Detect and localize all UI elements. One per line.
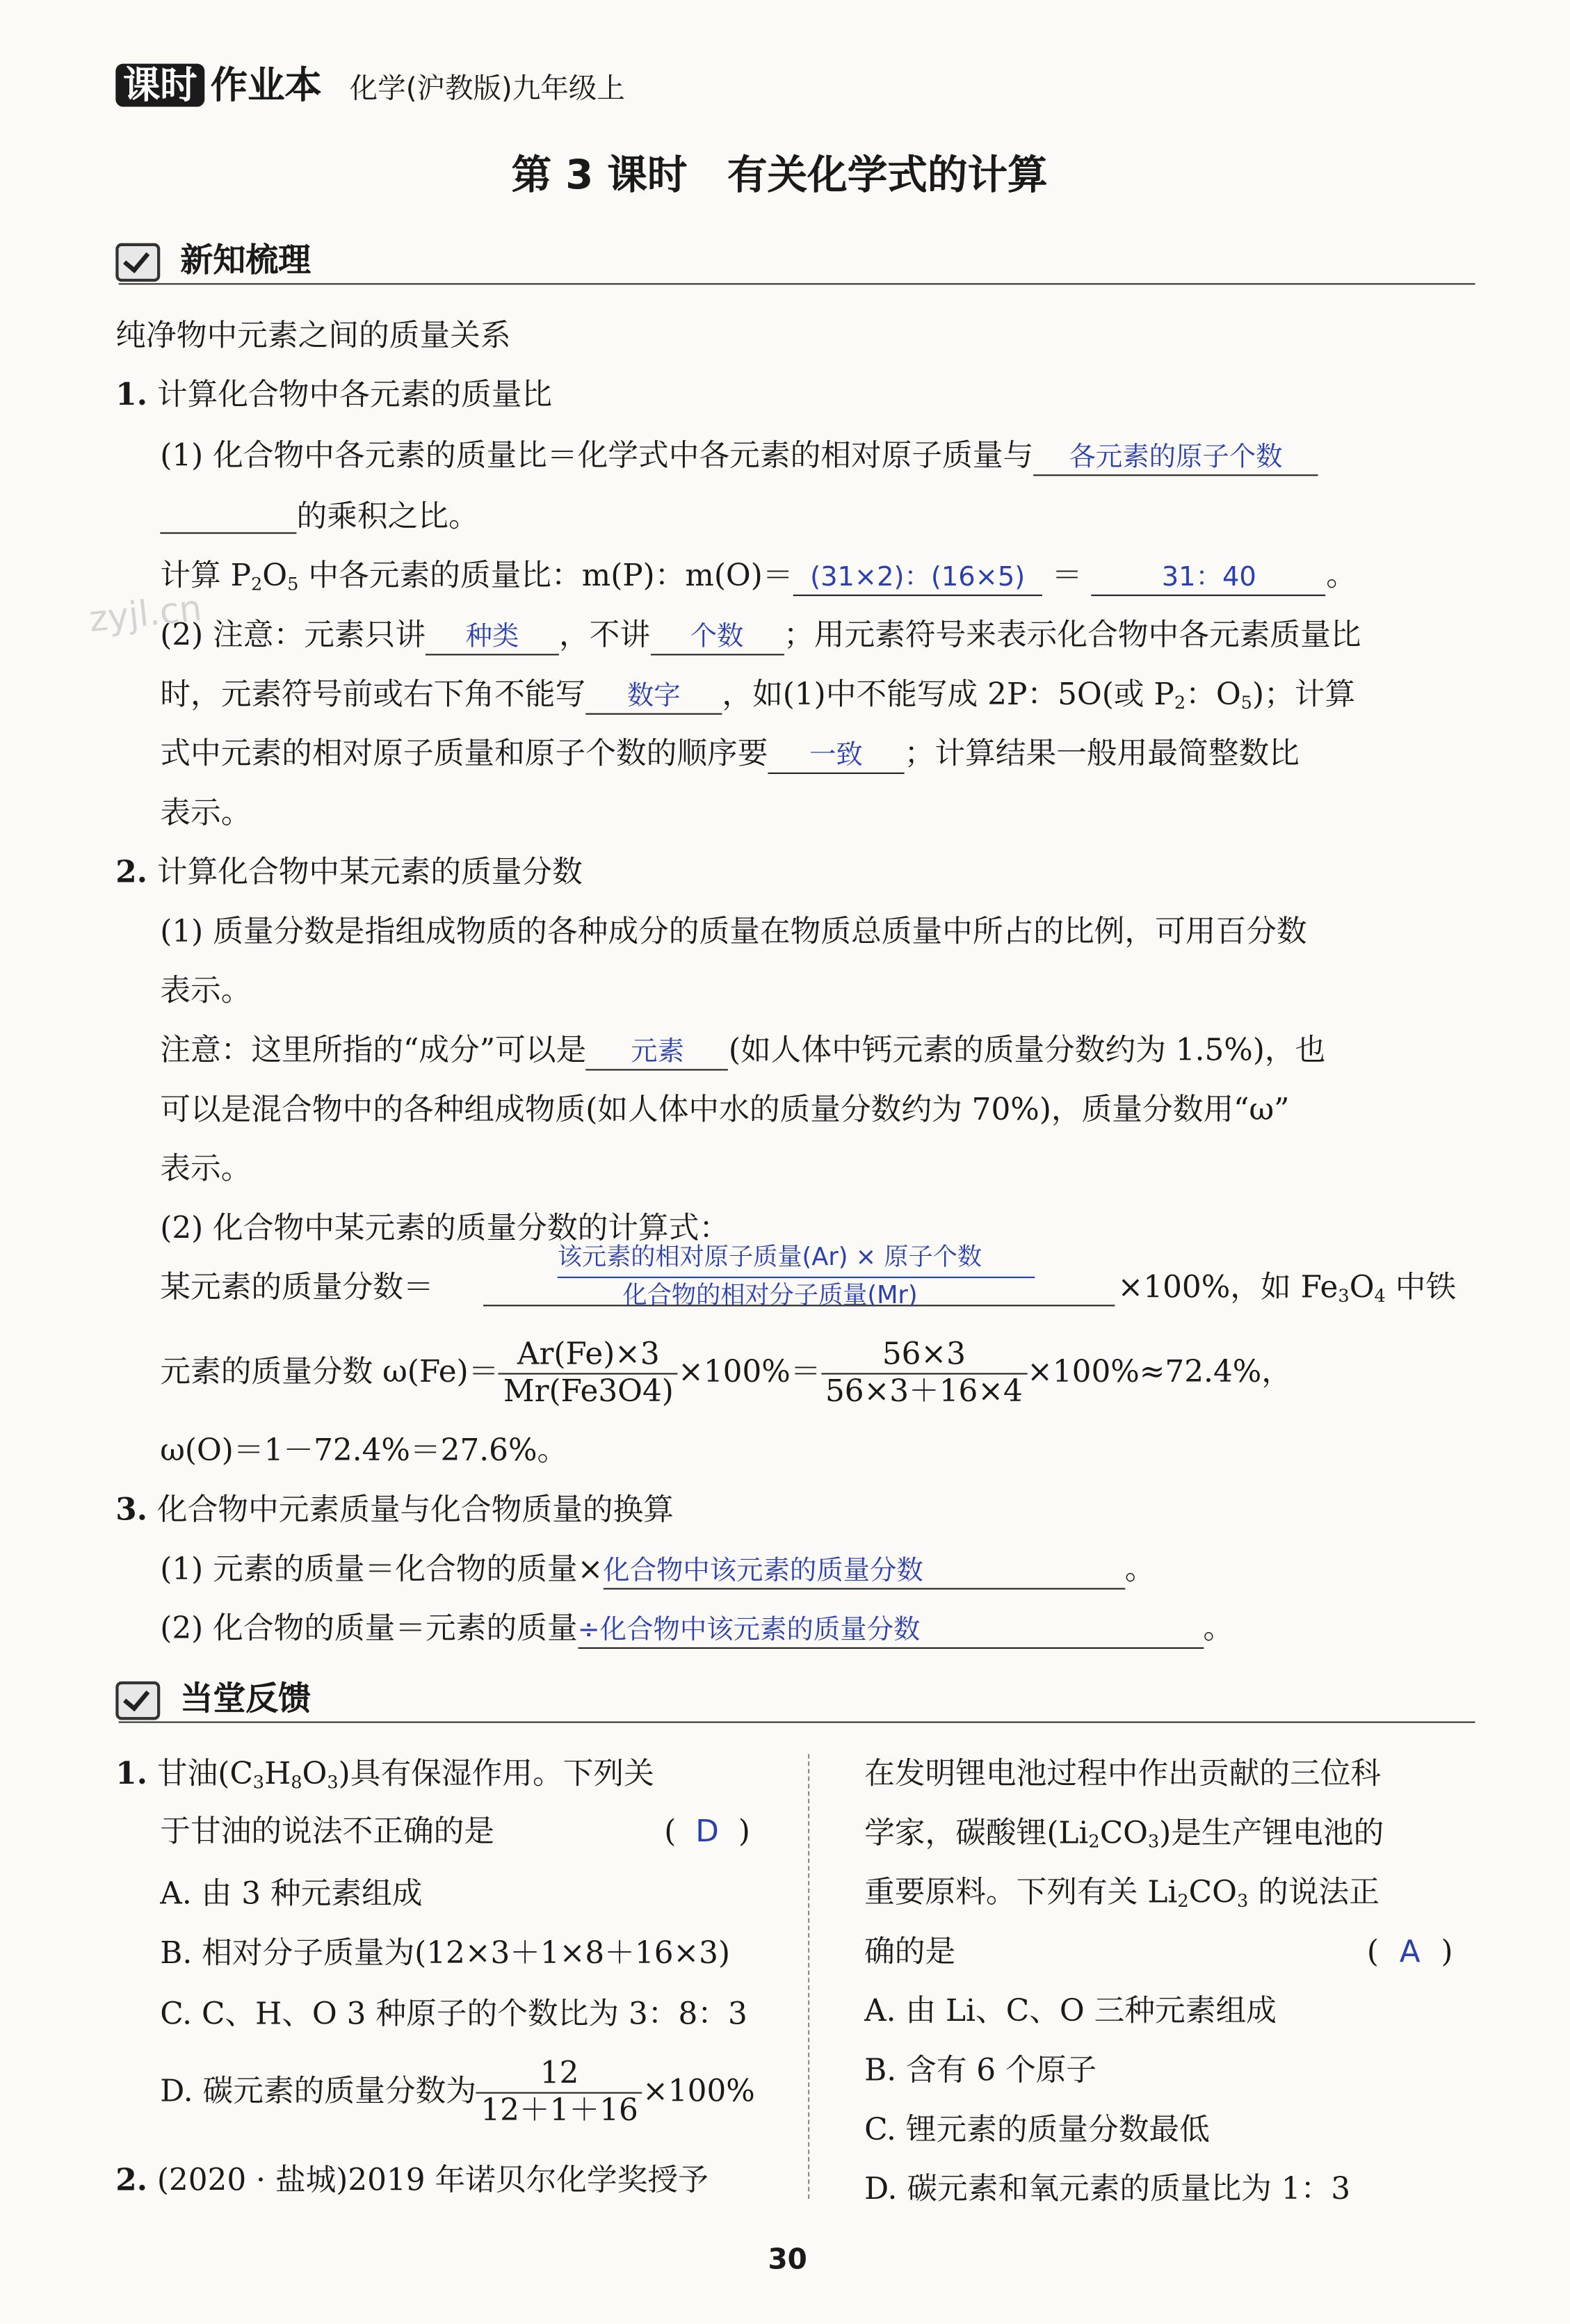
answer-8: 元素 (631, 1036, 684, 1068)
fraction-denominator: Mr(Fe3O4) (499, 1373, 678, 1409)
section-heading-in-class-feedback (115, 1679, 311, 1723)
point-2-heading: 2. 计算化合物中某元素的质量分数 (115, 854, 583, 890)
fraction-denominator: 12＋1＋16 (476, 2092, 642, 2129)
question-2-answer-bracket: ( A ) (1367, 1932, 1453, 1970)
section-heading-label: 当堂反馈 (180, 1681, 311, 1719)
answer-9: 化合物中该元素的质量分数 (603, 1555, 923, 1587)
question-1-answer: D (695, 1813, 719, 1849)
answer-7: 一致 (809, 739, 863, 771)
question-1-answer-bracket: ( D ) (664, 1812, 750, 1850)
answer-2: (31×2)：(16×5) (810, 562, 1026, 593)
column-divider (808, 1754, 809, 2199)
checkmark-icon (115, 1681, 160, 1720)
page-number: 30 (768, 2243, 807, 2276)
section-heading-label: 新知梳理 (180, 243, 311, 280)
question-1-stem-line-1: 1. 甘油$(C_3H_8O_3)$具有保湿作用。下列关 (115, 1755, 654, 1793)
point-1-note-2: 时，元素符号前或右下角不能写 数字 ，如(1)中不能写成 2P：5O(或 $P_2$：$O_5$)；计算 (160, 675, 1355, 715)
answer-5: 个数 (690, 621, 744, 653)
question-1-option-b: B. 相对分子质量为(12×3＋1×8＋16×3) (160, 1935, 731, 1971)
point-1-note-1: (2) 注意：元素只讲 种类 ，不讲 个数 ；用元素符号来表示化合物中各元素质量比 (160, 615, 1361, 656)
question-2-option-b: B. 含有 6 个原子 (864, 2051, 1097, 2088)
question-2-stem-line-4: 重要原料。下列有关 $Li_2CO_3$ 的说法正 (864, 1874, 1380, 1912)
answer-10: ÷化合物中该元素的质量分数 (577, 1614, 921, 1646)
point-2-note-2: 可以是混合物中的各种组成物质(如人体中水的质量分数约为 70%)，质量分数用“ω” (160, 1091, 1290, 1127)
question-1-option-d: D. 碳元素的质量分数为 $\frac{12}{12+1+16}$ ×100% (160, 2056, 755, 2128)
point-3-line-2: (2) 化合物的质量＝元素的质量÷化合物中该元素的质量分数 。 (160, 1608, 1233, 1649)
answer-6: 数字 (626, 680, 681, 712)
point-1-line-2: 的乘积之比。 (160, 497, 478, 535)
checkmark-icon (115, 243, 160, 282)
question-1-option-a: A. 由 3 种元素组成 (160, 1875, 423, 1912)
formula-numerator: 该元素的相对原子质量(Ar) × 原子个数 (557, 1242, 982, 1271)
page-title: 第 3 课时 有关化学式的计算 (511, 152, 1048, 199)
question-2-answer: A (1399, 1933, 1421, 1969)
point-3-line-1: (1) 元素的质量＝化合物的质量×化合物中该元素的质量分数 。 (160, 1549, 1155, 1590)
point-1-line-1: (1) 化合物中各元素的质量比＝化学式中各元素的相对原子质量与 各元素的原子个数 (160, 436, 1318, 476)
answer-4: 种类 (465, 621, 519, 653)
oxygen-example: ω(O)＝1－72.4%＝27.6%。 (160, 1432, 568, 1468)
point-1-note-3: 式中元素的相对原子质量和原子个数的顺序要 一致 ；计算结果一般用最简整数比 (160, 734, 1300, 774)
formula-prefix: 某元素的质量分数＝ (160, 1269, 434, 1305)
fraction-numerator: 12 (540, 2056, 579, 2092)
point-2-note-3: 表示。 (160, 1150, 252, 1186)
point-2-line-2: 表示。 (160, 972, 252, 1008)
question-2-stem-line-2: 在发明锂电池过程中作出贡献的三位科 (864, 1755, 1382, 1791)
question-2-option-a: A. 由 Li、C、O 三种元素组成 (864, 1992, 1277, 2028)
question-2-stem-line-3: 学家，碳酸锂$(Li_2CO_3)$是生产锂电池的 (864, 1814, 1384, 1853)
fraction-numerator: 56×3 (882, 1337, 966, 1373)
point-3-heading: 3. 化合物中元素质量与化合物质量的换算 (115, 1491, 674, 1528)
answer-3: 31：40 (1161, 562, 1256, 593)
fraction-denominator: 56×3＋16×4 (821, 1373, 1028, 1409)
fraction-numerator: Ar(Fe)×3 (517, 1337, 660, 1373)
formula-suffix: ×100%，如 $Fe_3O_4$ 中铁 (1117, 1269, 1457, 1307)
book-logo: 课时 (115, 64, 204, 107)
section-divider (119, 283, 1475, 284)
intro-text: 纯净物中元素之间的质量关系 (115, 317, 511, 353)
watermark: zyjl.cn (87, 587, 204, 640)
formula-denominator: 化合物的相对分子质量(Mr) (622, 1281, 918, 1309)
point-1-heading: 1. 计算化合物中各元素的质量比 (115, 376, 553, 412)
question-2-stem-line-1: 2. (2020 · 盐城)2019 年诺贝尔化学奖授予 (115, 2161, 709, 2197)
answer-1: 各元素的原子个数 (1069, 442, 1283, 474)
iron-example: 元素的质量分数 ω(Fe)＝ $\frac{Ar(Fe)\times 3}{Mr(Fe3O4)}$ ×100%＝ $\frac{56\times 3}{56\times 3+16\times 4}$ ×100%≈72.4%， (160, 1337, 1293, 1409)
subject-label: 化学(沪教版)九年级上 (349, 72, 625, 106)
book-name: 作业本 (210, 63, 322, 107)
question-2-option-d: D. 碳元素和氧元素的质量比为 1：3 (864, 2170, 1351, 2206)
question-1-option-c: C. C、H、O 3 种原子的个数比为 3：8：3 (160, 1995, 747, 2032)
point-2-line-1: (1) 质量分数是指组成物质的各种成分的质量在物质总质量中所占的比例，可用百分数 (160, 913, 1307, 949)
point-2-note-1: 注意：这里所指的“成分”可以是 元素 (如人体中钙元素的质量分数约为 1.5%)，也 (160, 1031, 1325, 1071)
question-2-stem-line-5: 确的是 (864, 1933, 956, 1969)
point-2-line-3: (2) 化合物中某元素的质量分数的计算式： (160, 1209, 730, 1246)
question-1-stem-line-2: 于甘油的说法不正确的是 (160, 1813, 495, 1849)
section-divider (119, 1721, 1475, 1722)
point-1-calc: 计算 $P_2O_5$ 中各元素的质量比：m(P)：m(O)＝ (31×2)：(16×5) ＝ 31：40 。 (160, 556, 1357, 597)
point-1-note-4: 表示。 (160, 794, 252, 831)
formula-fraction-bar (558, 1277, 1035, 1278)
question-2-option-c: C. 锂元素的质量分数最低 (864, 2111, 1210, 2147)
section-heading-new-knowledge (115, 240, 311, 284)
header (115, 63, 625, 113)
